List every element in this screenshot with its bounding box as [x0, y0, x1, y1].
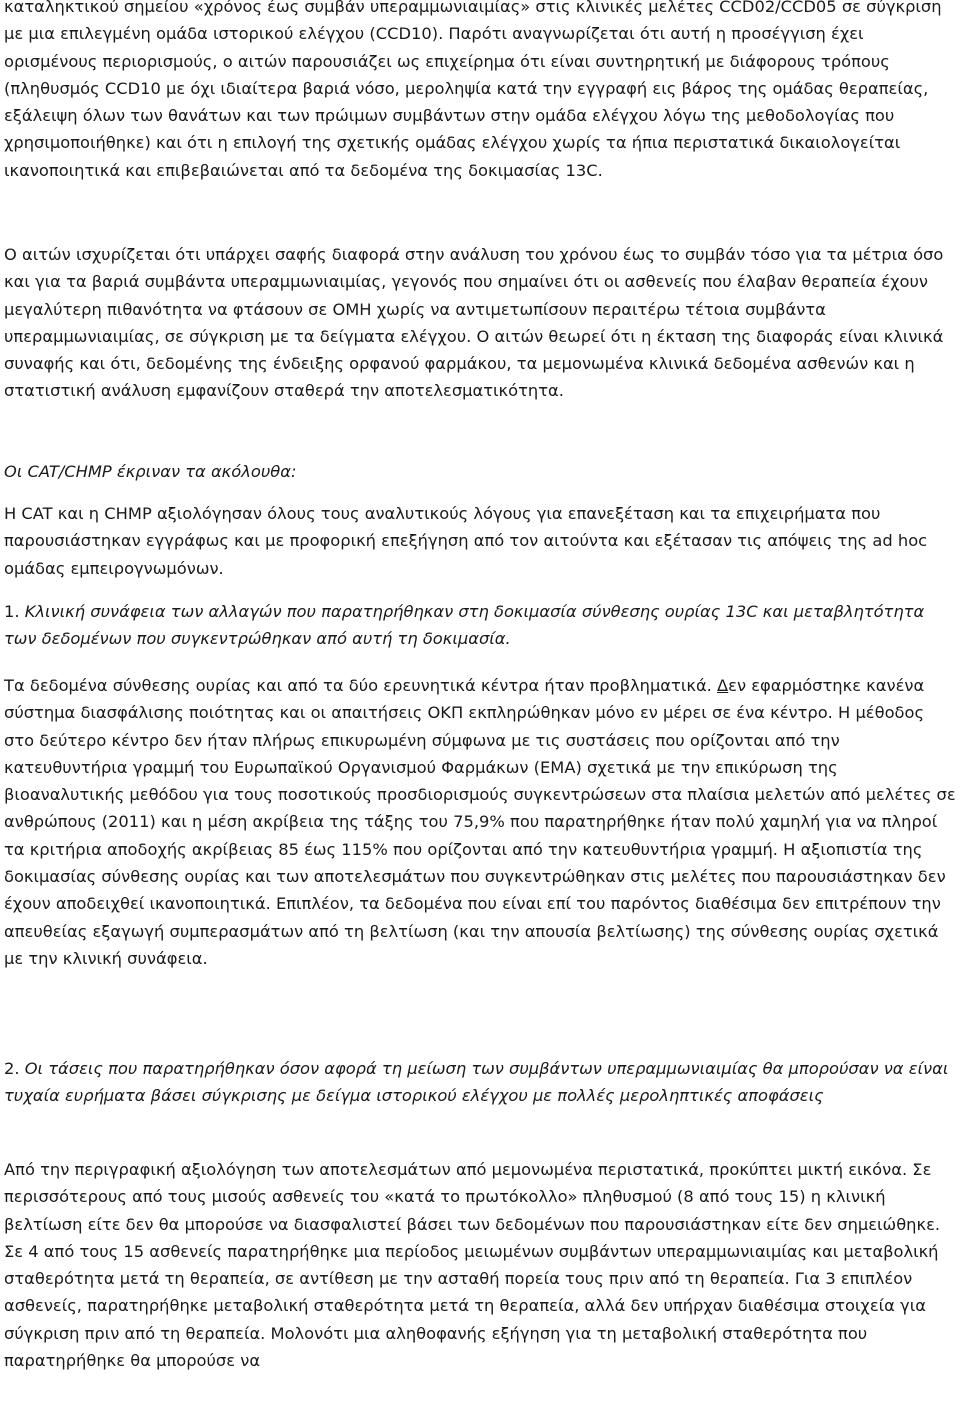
paragraph-endpoint-comparison: καταληκτικού σημείου «χρόνος έως συμβάν υπεραμμωνιαιμίας» στις κλινικές μελέτες CCD02/CCD05 σε σύγκριση με μια επιλεγμένη ομάδα ιστορικού ελέγχου (CCD10). Παρότι αναγνωρίζεται ότι αυτή η προσέγγιση έχει ορισμένους περιορισμούς, ο αιτών παρουσιάζει ως επιχείρημα ότι είναι συντηρητική με διάφορους τρόπους (πληθυσμός CCD10 με όχι ιδιαίτερα βαριά νόσο, μεροληψία κατά την εγγραφή εις βάρος της ομάδας θεραπείας, εξάλειψη όλων των θανάτων και των πρώιμων συμβάντων στην ομάδα ελέγχου λόγω της μεθοδολογίας που χρησιμοποιήθηκε) και ότι η επιλογή της σχετικής ομάδας ελέγχου χωρίς τα ήπια περιστατικά δικαιολογείται ικανοποιητικά και επιβεβαιώνεται από τα δεδομένα της δοκιμασίας 13C. [4, 0, 942, 180]
paragraph-urea-synthesis-start: Τα δεδομένα σύνθεσης ουρίας και από τα δύο ερευνητικά κέντρα ήταν προβληματικά. [4, 676, 718, 695]
underlined-letter: Δ [717, 676, 729, 695]
numbered-item-1 [4, 598, 958, 653]
paragraph-assessment: Η CAT και η CHMP αξιολόγησαν όλους τους αναλυτικούς λόγους για επανεξέταση και τα επιχειρήματα που παρουσιάστηκαν εγγράφως και με προφορική επεξήγηση από τον αιτούντα και εξέτασαν τις απόψεις της ad hoc ομάδας εμπειρογνωμόνων. [4, 504, 928, 578]
item-2-title: Οι τάσεις που παρατηρήθηκαν όσον αφορά τη μείωση των συμβάντων υπεραμμωνιαιμίας θα μπορούσαν να είναι τυχαία ευρήματα βάσει σύγκρισης με δείγμα ιστορικού ελέγχου με πολλές μεροληπτικές αποφάσεις [4, 1059, 949, 1106]
item-1-number: 1. [4, 602, 20, 621]
numbered-item-2 [4, 1055, 958, 1110]
heading-cat-chmp: Οι CAT/CHMP έκριναν τα ακόλουθα: [4, 462, 297, 481]
item-2-number: 2. [4, 1059, 20, 1078]
item-1-title: Κλινική συνάφεια των αλλαγών που παρατηρήθηκαν στη δοκιμασία σύνθεσης ουρίας 13C και μεταβλητότητα των δεδομένων που συγκεντρώθηκαν από αυτή τη δοκιμασία. [4, 602, 925, 649]
paragraph-applicant-claim: Ο αιτών ισχυρίζεται ότι υπάρχει σαφής διαφορά στην ανάλυση του χρόνου έως το συμβάν τόσο για τα μέτρια όσο και για τα βαριά συμβάντα υπεραμμωνιαιμίας, γεγονός που σημαίνει ότι οι ασθενείς που έλαβαν θεραπεία έχουν μεγαλύτερη πιθανότητα να φτάσουν σε ΟΜΗ χωρίς να αντιμετωπίσουν περαιτέρω τέτοια συμβάντα υπεραμμωνιαιμίας, σε σύγκριση με τα δείγματα ελέγχου. Ο αιτών θεωρεί ότι η έκταση της διαφοράς είναι κλινικά συναφής και ότι, δεδομένης της ένδειξης ορφανού φαρμάκου, τα μεμονωμένα κλινικά δεδομένα ασθενών και η στατιστική ανάλυση εμφανίζουν σταθερά την αποτελεσματικότητα. [4, 245, 944, 401]
paragraph-urea-synthesis [4, 672, 958, 972]
paragraph-individual-cases: Από την περιγραφική αξιολόγηση των αποτελεσμάτων από μεμονωμένα περιστατικά, προκύπτει μικτή εικόνα. Σε περισσότερους από τους μισούς ασθενείς του «κατά το πρωτόκολλο» πληθυσμού (8 από τους 15) η κλινική βελτίωση είτε δεν θα μπορούσε να διασφαλιστεί βάσει των δεδομένων που παρουσιάστηκαν είτε δεν σημειώθηκε. Σε 4 από τους 15 ασθενείς παρατηρήθηκε μια περίοδος μειωμένων συμβάντων υπεραμμωνιαιμίας και μεταβολική σταθερότητα μετά τη θεραπεία, σε αντίθεση με την ασταθή πορεία τους πριν από τη θεραπεία. Για 3 επιπλέον ασθενείς, παρατηρήθηκε μεταβολική σταθερότητα μετά τη θεραπεία, αλλά δεν υπήρχαν διαθέσιμα στοιχεία για σύγκριση πριν από τη θεραπεία. Μολονότι μια αληθοφανής εξήγηση για τη μεταβολική σταθερότητα που παρατηρήθηκε θα μπορούσε να [4, 1160, 941, 1371]
paragraph-urea-synthesis-rest: εν εφαρμόστηκε κανένα σύστημα διασφάλισης ποιότητας και οι απαιτήσεις ΟΚΠ εκπληρώθηκαν μόνο εν μέρει σε ένα κέντρο. Η μέθοδος στο δεύτερο κέντρο δεν ήταν πλήρως επικυρωμένη σύμφωνα με τις συστάσεις που ορίζονται από την κατευθυντήρια γραμμή του Ευρωπαϊκού Οργανισμού Φαρμάκων (ΕΜΑ) σχετικά με την επικύρωση της βιοαναλυτικής μεθόδου για τους ποσοτικούς προσδιορισμούς συγκεντρώσεων στα πλαίσια μελετών από μελέτες σε ανθρώπους (2011) και η μέση ακρίβεια της τάξης του 75,9% που παρατηρήθηκε ήταν πολύ χαμηλή για να πληροί τα κριτήρια αποδοχής ακρίβειας 85 έως 115% που ορίζονται από την κατευθυντήρια γραμμή. Η αξιοπιστία της δοκιμασίας σύνθεσης ουρίας και των αποτελεσμάτων που συγκεντρώθηκαν στις μελέτες που παρουσιάστηκαν δεν έχουν αποδειχθεί ικανοποιητικά. Επιπλέον, τα δεδομένα που είναι επί του παρόντος διαθέσιμα δεν επιτρέπουν την απευθείας εξαγωγή συμπερασμάτων από τη βελτίωση (και την απουσία βελτίωσης) της σύνθεσης ουρίας σχετικά με την κλινική συνάφεια. [4, 676, 956, 968]
